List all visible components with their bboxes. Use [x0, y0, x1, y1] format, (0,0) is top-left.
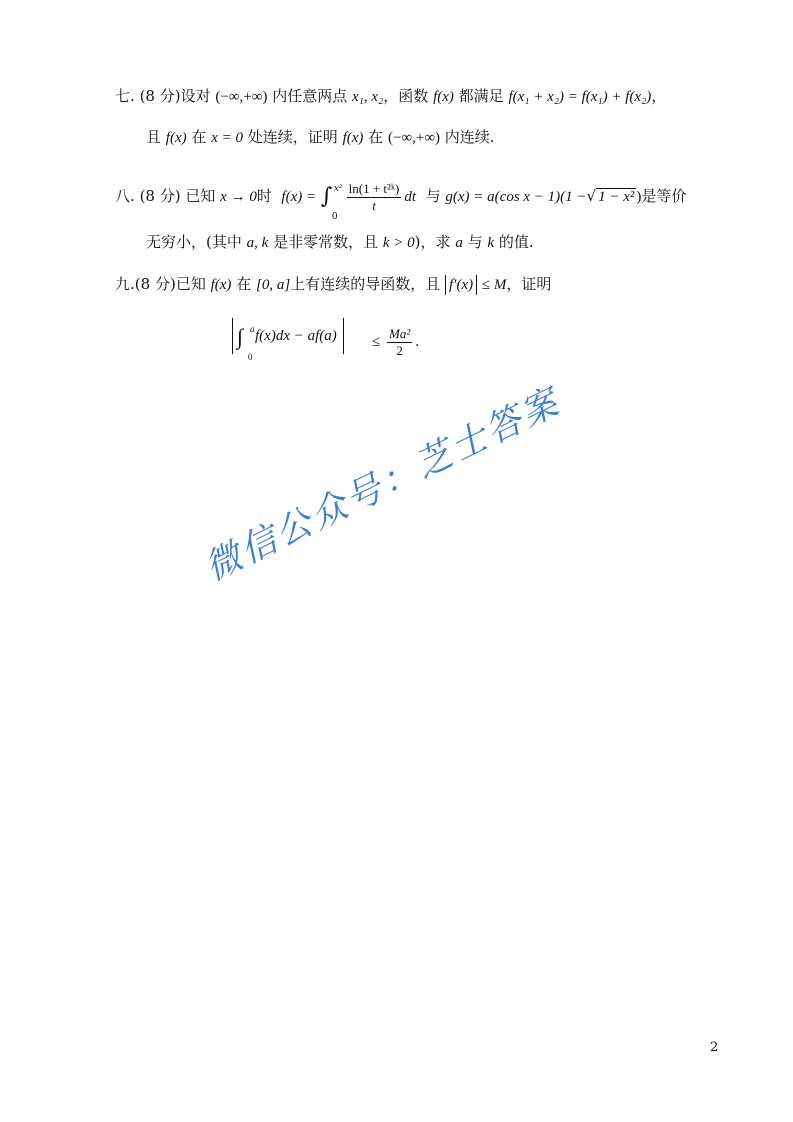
text-span: 内任意两点	[272, 87, 348, 105]
display-inequality-rhs	[372, 326, 419, 359]
math-interval: [0, a]	[256, 277, 291, 293]
text-span: 在	[191, 128, 207, 146]
text-span: 已知	[185, 187, 216, 205]
math-bound: ≤ M	[481, 277, 507, 293]
text-span: 上有连续的导函数，且	[290, 275, 441, 293]
math-dt: dt	[404, 189, 417, 205]
math-g-definition: g(x) = a(cos x − 1)(1 −	[445, 189, 587, 205]
math-equation: f(x₁ + x₂) = f(x₁) + f(x₂)	[508, 89, 652, 105]
text-span: 是等价	[641, 187, 687, 205]
text-span: 且	[146, 128, 162, 146]
math-condition: x = 0	[211, 130, 243, 146]
integral-upper-limit: x²	[333, 184, 343, 194]
fraction-numerator: Ma²	[388, 326, 411, 341]
math-var-k: k	[487, 235, 495, 251]
text-span: 无穷小，(其中	[146, 233, 242, 251]
math-var-a: a	[455, 235, 463, 251]
text-span: 与	[467, 233, 483, 251]
text-span: ，函数	[383, 87, 429, 105]
text-span: ，	[651, 87, 667, 105]
text-span: 在	[236, 275, 252, 293]
integral-lower-limit: 0	[248, 351, 253, 362]
math-function: f(x)	[165, 130, 187, 146]
problem-number: 八.	[115, 187, 135, 205]
sqrt-symbol: √	[586, 187, 597, 205]
problem-7-line-1	[115, 86, 666, 107]
text-span: 时	[256, 187, 272, 205]
text-span: 处连续，证明	[247, 128, 338, 146]
problem-7-line-2	[146, 127, 495, 148]
sqrt-argument: 1 − x²	[598, 189, 635, 205]
problem-number: 七.	[115, 87, 135, 105]
text-span: 的值.	[498, 233, 534, 251]
fraction-numerator: ln(1 + t²ᵏ)	[348, 180, 400, 196]
math-points: x₁, x₂	[352, 89, 384, 105]
math-period: .	[415, 333, 419, 350]
math-paren: )	[636, 189, 642, 205]
math-k-condition: k > 0	[382, 235, 415, 251]
math-expression: f(x)dx − af(a)	[255, 328, 337, 344]
problem-score: (8 分)	[139, 87, 181, 105]
integral-sign: ∫ x² 0	[321, 181, 339, 213]
text-span: 在	[368, 128, 384, 146]
text-span: 是非零常数，且	[273, 233, 379, 251]
problem-score: (8 分)	[134, 275, 176, 293]
text-span: ，证明	[506, 275, 552, 293]
fraction-denominator: 2	[396, 343, 403, 358]
problem-number: 九.	[115, 275, 135, 293]
text-span: 与	[425, 187, 441, 205]
fraction	[347, 181, 402, 214]
display-inequality	[232, 318, 344, 362]
math-function: f(x)	[210, 277, 232, 293]
page-number: 2	[710, 1040, 719, 1055]
text-span: 已知	[175, 275, 206, 293]
math-function: f(x)	[433, 89, 454, 105]
math-interval: (−∞,+∞)	[215, 89, 268, 105]
integral-upper-limit: a	[250, 323, 255, 334]
math-abs-derivative: f′(x)	[445, 275, 477, 295]
text-span: 设对	[180, 87, 211, 105]
fraction	[387, 326, 412, 359]
problem-8-line-2	[146, 232, 534, 253]
math-interval: (−∞,+∞)	[387, 130, 441, 146]
math-le: ≤	[372, 333, 381, 350]
problem-8-line-1	[115, 180, 687, 222]
problem-9-line-1	[115, 274, 551, 295]
text-span: 都满足	[458, 87, 504, 105]
fraction-denominator: t	[372, 197, 376, 213]
text-span: )，求	[414, 233, 451, 251]
integral-sign: ∫ a 0	[237, 319, 255, 355]
integral-lower-limit: 0	[331, 212, 338, 222]
text-span: 内连续.	[444, 128, 495, 146]
math-limit: x → 0	[220, 189, 257, 205]
math-params: a, k	[246, 235, 269, 251]
math-f-definition: f(x) =	[281, 189, 317, 205]
math-function: f(x)	[342, 130, 364, 146]
problem-score: (8 分)	[139, 187, 181, 205]
watermark-text: 微信公众号：芝士答案	[198, 381, 568, 590]
